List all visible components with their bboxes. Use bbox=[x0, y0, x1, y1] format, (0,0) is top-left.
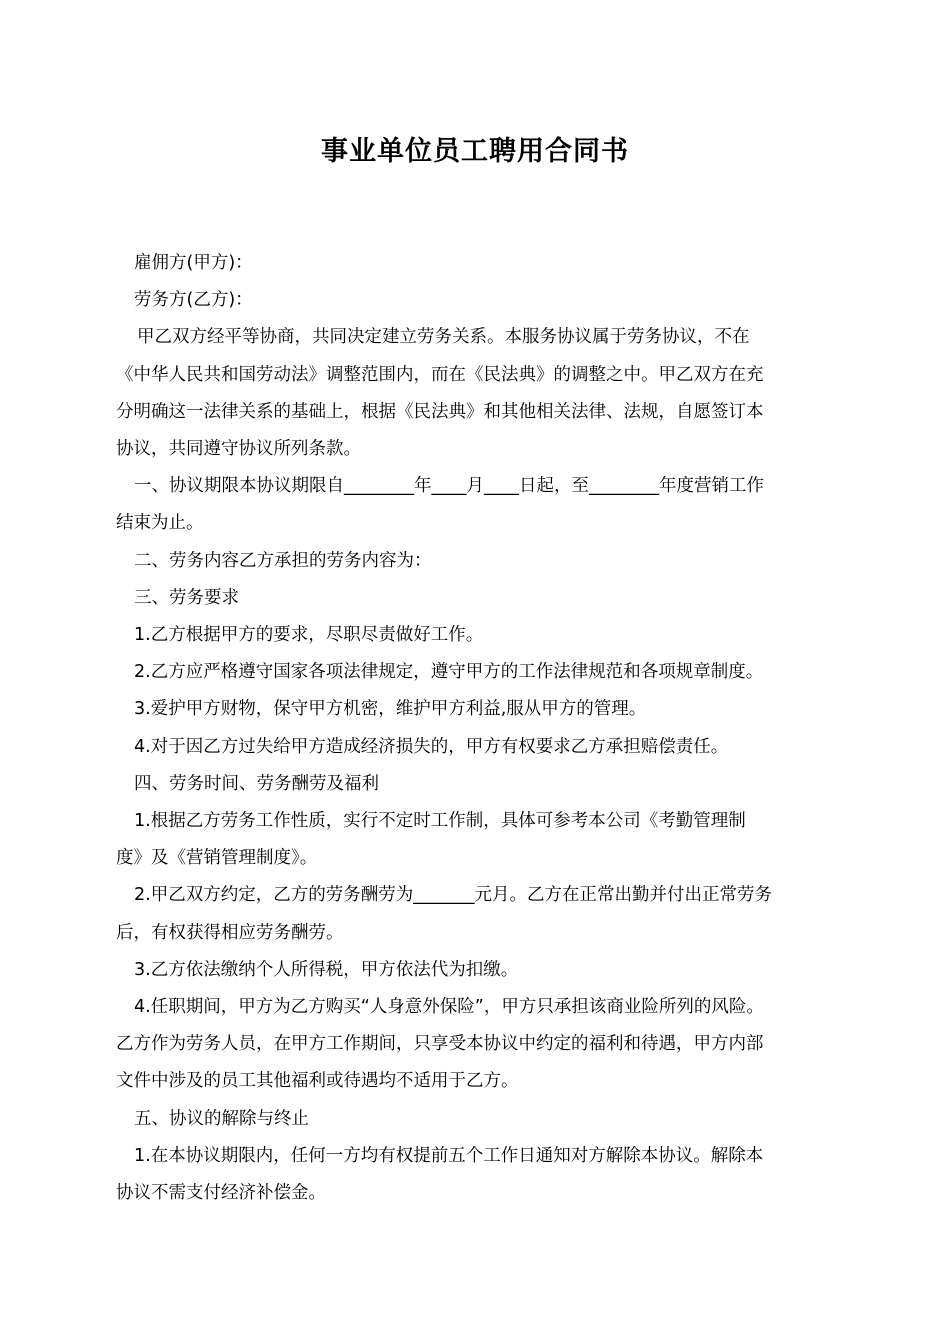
clause-5-item: 协议不需支付经济补偿金。 bbox=[116, 1183, 326, 1204]
preamble-line: 《中华人民共和国劳动法》调整范围内，而在《民法典》的调整之中。甲乙双方在充 bbox=[116, 364, 764, 385]
clause-3-heading: 三、劳务要求 bbox=[134, 587, 239, 608]
clause-4-item: 4.任职期间，甲方为乙方购买“人身意外保险”，甲方只承担该商业险所列的风险。 bbox=[134, 997, 764, 1018]
document-body bbox=[116, 245, 852, 1212]
clause-4-item: 文件中涉及的员工其他福利或待遇均不适用于乙方。 bbox=[116, 1071, 519, 1092]
clause-1-term-line: 一、协议期限本协议期限自________年____月____日起，至________年度营销工作 bbox=[134, 476, 764, 497]
clause-3-item: 1.乙方根据甲方的要求，尽职尽责做好工作。 bbox=[134, 625, 484, 646]
clause-4-item: 乙方作为劳务人员，在甲方工作期间，只享受本协议中约定的福利和待遇，甲方内部 bbox=[116, 1034, 764, 1055]
clause-4-item: 2.甲乙双方约定，乙方的劳务酬劳为_______元月。乙方在正常出勤并付出正常劳务 bbox=[134, 885, 772, 906]
clause-3-item: 2.乙方应严格遵守国家各项法律规定，遵守甲方的工作法律规范和各项规章制度。 bbox=[134, 662, 764, 683]
clause-4-item: 1.根据乙方劳务工作性质，实行不定时工作制，具体可参考本公司《考勤管理制 bbox=[134, 811, 746, 832]
labor-party-line: 劳务方(乙方)： bbox=[134, 290, 253, 311]
clause-3-item: 3.爱护甲方财物，保守甲方机密，维护甲方利益,服从甲方的管理。 bbox=[134, 699, 647, 720]
preamble-line: 分明确这一法律关系的基础上，根据《民法典》和其他相关法律、法规，自愿签订本 bbox=[116, 401, 764, 422]
preamble-line: 甲乙双方经平等协商，共同决定建立劳务关系。本服务协议属于劳务协议，不在 bbox=[137, 327, 750, 348]
clause-4-item: 度》及《营销管理制度》。 bbox=[116, 848, 318, 869]
preamble-line: 协议，共同遵守协议所列条款。 bbox=[116, 439, 361, 460]
employer-party-line: 雇佣方(甲方)： bbox=[134, 253, 253, 273]
clause-5-heading: 五、协议的解除与终止 bbox=[134, 1108, 309, 1129]
clause-4-item: 3.乙方依法缴纳个人所得税，甲方依法代为扣缴。 bbox=[134, 959, 519, 980]
document-title: 事业单位员工聘用合同书 bbox=[321, 136, 629, 167]
clause-3-item: 4.对于因乙方过失给甲方造成经济损失的，甲方有权要求乙方承担赔偿责任。 bbox=[134, 736, 729, 757]
clause-5-item: 1.在本协议期限内，任何一方均有权提前五个工作日通知对方解除本协议。解除本 bbox=[134, 1145, 764, 1166]
clause-4-heading: 四、劳务时间、劳务酬劳及福利 bbox=[134, 773, 379, 794]
clause-4-item: 后，有权获得相应劳务酬劳。 bbox=[116, 922, 344, 943]
clause-1-term-line: 结束为止。 bbox=[116, 513, 204, 534]
clause-2-heading: 二、劳务内容乙方承担的劳务内容为： bbox=[134, 550, 432, 571]
